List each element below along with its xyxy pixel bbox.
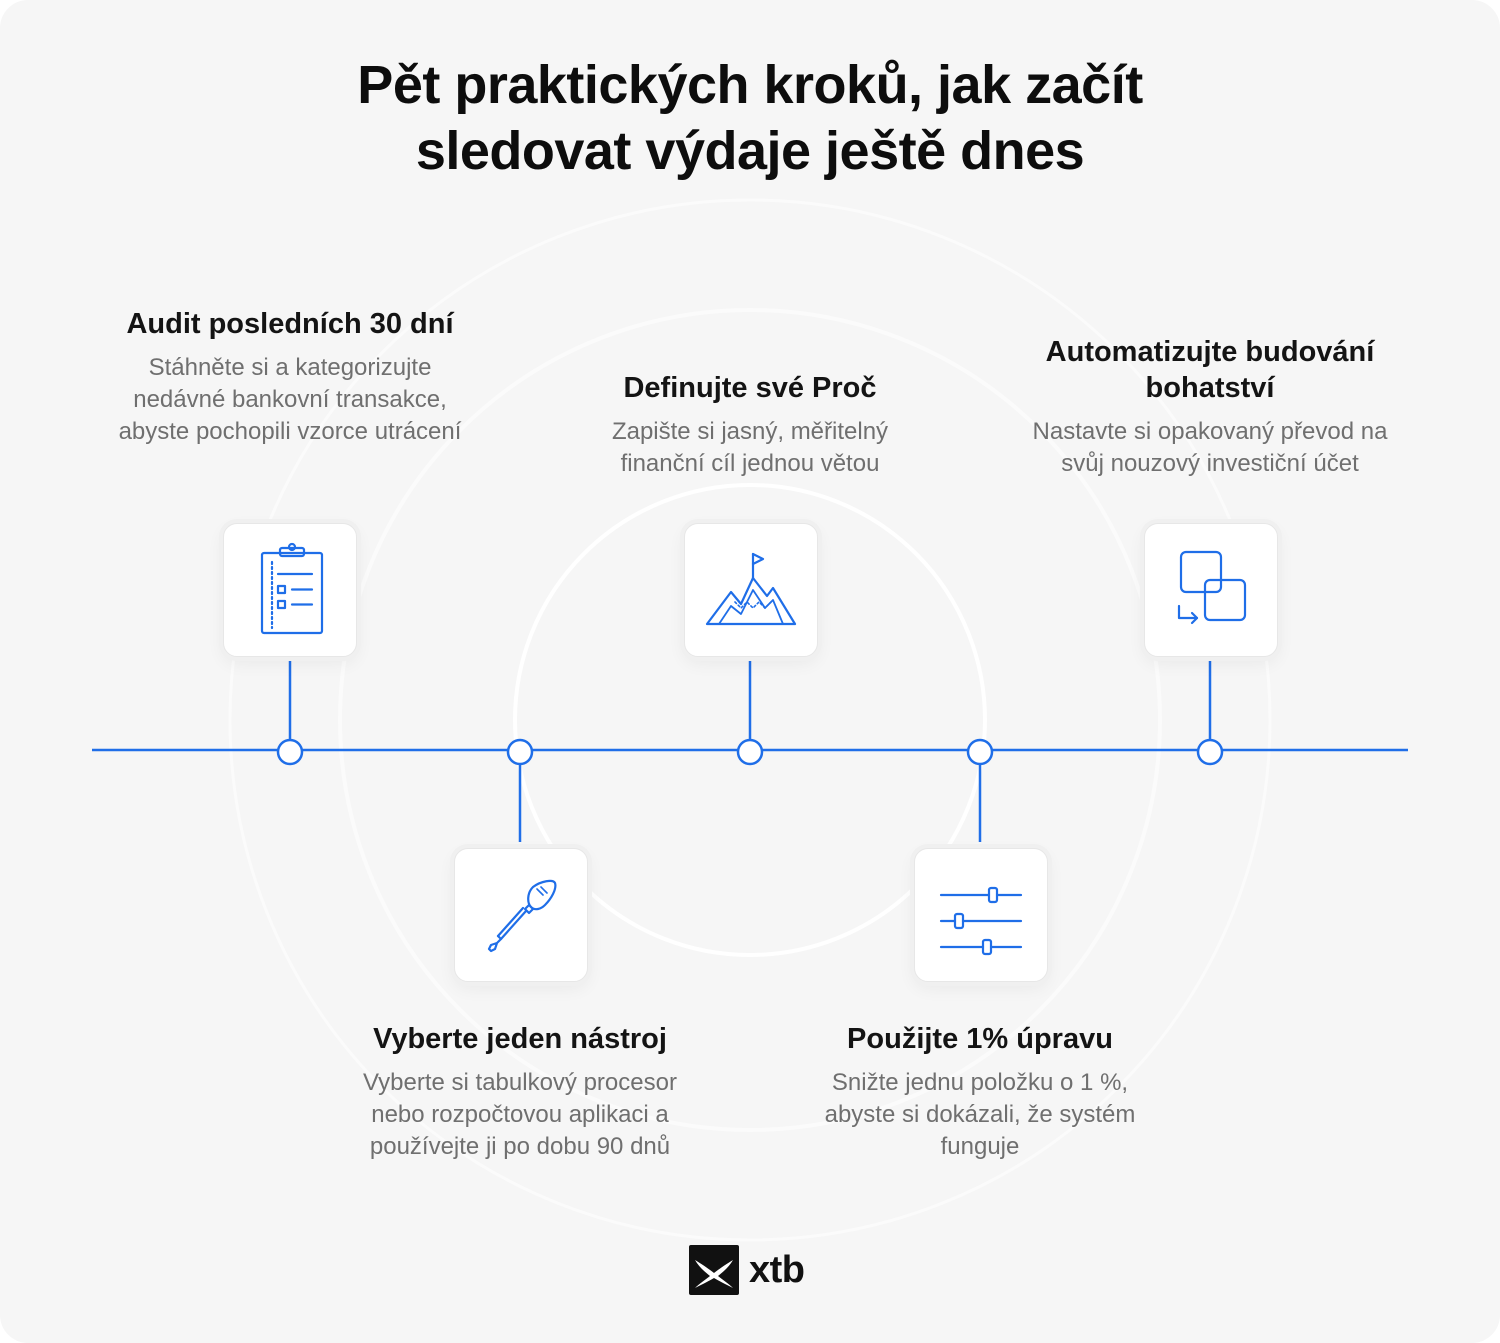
step-2-text xyxy=(310,1021,730,1163)
clipboard-checklist-icon xyxy=(240,540,340,640)
timeline-node-2 xyxy=(508,740,532,764)
sliders-icon xyxy=(931,865,1031,965)
xtb-logo-icon xyxy=(689,1245,739,1295)
timeline-node-4 xyxy=(968,740,992,764)
timeline-node-5 xyxy=(1198,740,1222,764)
step-3-text xyxy=(540,370,960,480)
step-1-icon-card xyxy=(223,523,357,657)
timeline-node-3 xyxy=(738,740,762,764)
step-1-heading: Audit posledních 30 dní xyxy=(126,308,454,340)
step-5-text xyxy=(1000,334,1420,480)
mountain-flag-icon xyxy=(701,540,801,640)
step-4-icon-card xyxy=(914,848,1048,982)
step-3-heading: Definujte své Proč xyxy=(623,372,877,404)
step-2-description: Vyberte si tabulkový procesor nebo rozpočtovou aplikaci a používejte ji po dobu 90 dnů xyxy=(363,1069,677,1160)
brand-logo xyxy=(689,1245,805,1295)
brand-name: xtb xyxy=(749,1249,805,1291)
step-4-description: Snižte jednu položku o 1 %, abyste si dokázali, že systém funguje xyxy=(824,1069,1136,1160)
timeline-node-1 xyxy=(278,740,302,764)
transfer-squares-icon xyxy=(1161,540,1261,640)
step-5-heading: Automatizujte budování bohatství xyxy=(1045,336,1375,404)
step-1-description: Stáhněte si a kategorizujte nedávné bankovní transakce, abyste pochopili vzorce utrácení xyxy=(118,354,462,445)
screwdriver-icon xyxy=(471,865,571,965)
step-3-description: Zapište si jasný, měřitelný finanční cíl jednou větou xyxy=(611,418,889,477)
step-1-text xyxy=(80,306,500,448)
step-4-text xyxy=(770,1021,1190,1163)
step-2-heading: Vyberte jeden nástroj xyxy=(373,1023,667,1055)
step-4-heading: Použijte 1% úpravu xyxy=(847,1023,1113,1055)
step-3-icon-card xyxy=(684,523,818,657)
step-5-icon-card xyxy=(1144,523,1278,657)
page-title: Pět praktických kroků, jak začít sledovat výdaje ještě dnes xyxy=(357,55,1143,181)
step-5-description: Nastavte si opakovaný převod na svůj nouzový investiční účet xyxy=(1032,418,1388,477)
step-2-icon-card xyxy=(454,848,588,982)
